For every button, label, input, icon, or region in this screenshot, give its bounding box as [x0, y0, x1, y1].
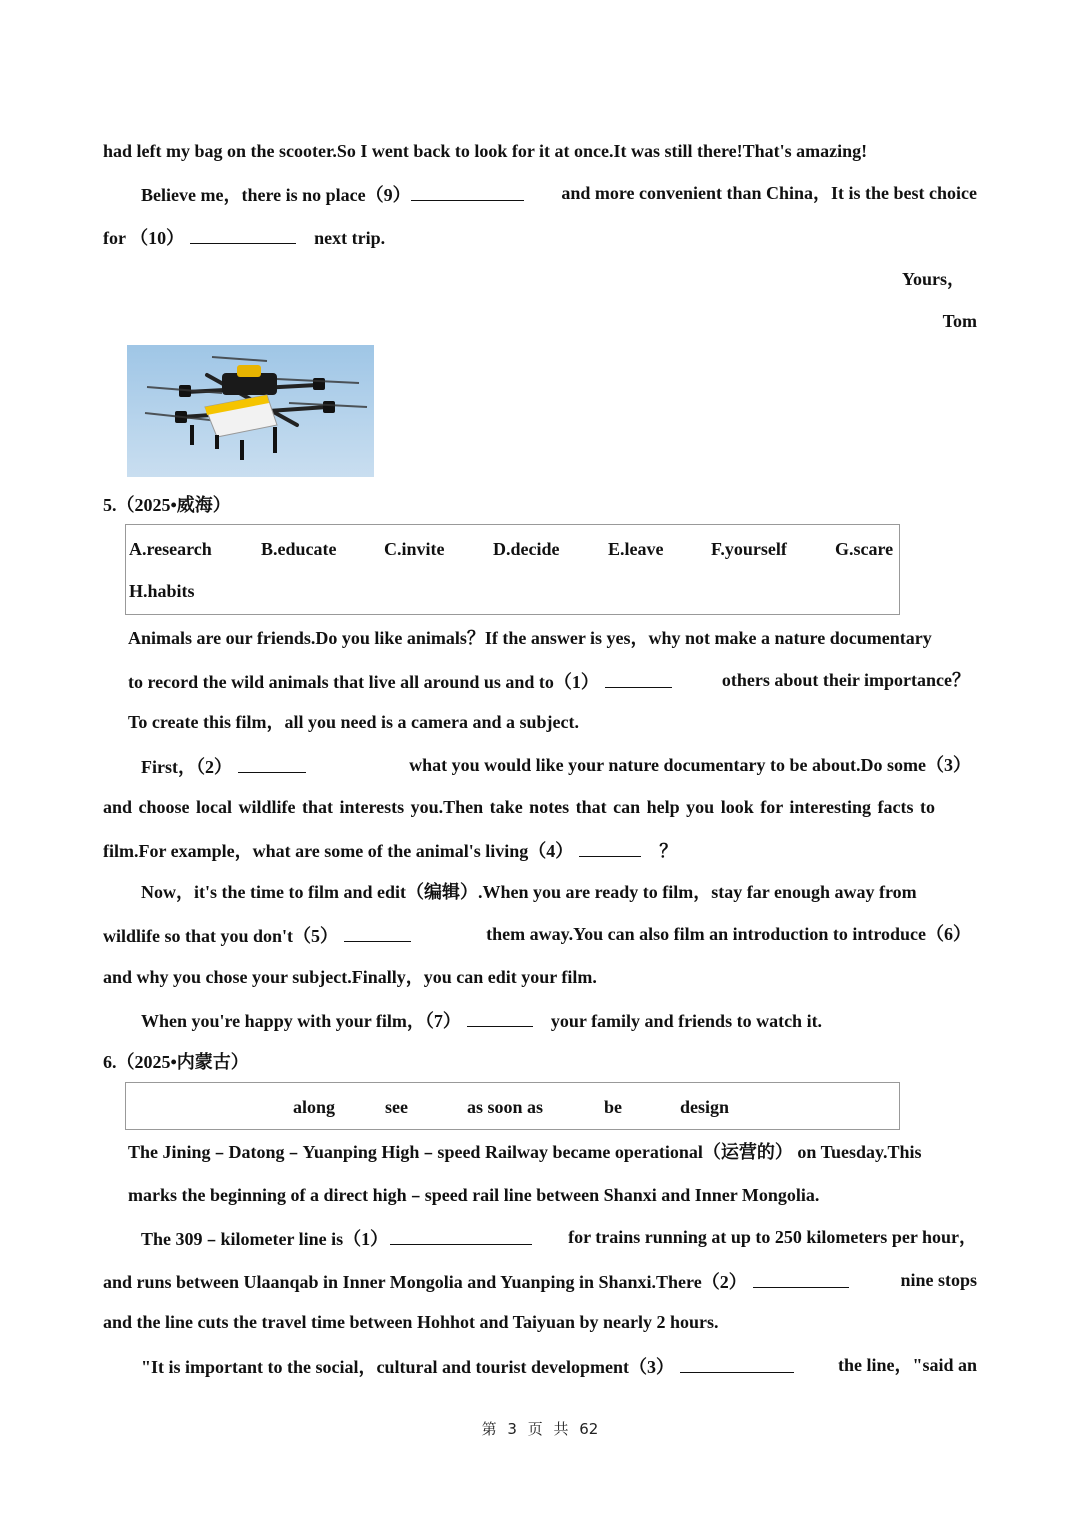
option-e: E.leave — [608, 539, 664, 559]
text: what you would like your nature documentary to be about.Do some（3） — [409, 755, 971, 775]
option-as-soon-as: as soon as — [467, 1097, 544, 1117]
option-h: H.habits — [129, 581, 195, 601]
option-b: B.educate — [261, 539, 337, 559]
word-bank-6 — [125, 1082, 900, 1130]
q6-line: The Jining﹣Datong﹣Yuanping High﹣speed Railway became operational（运营的） on Tuesday.This — [128, 1142, 922, 1162]
question-6-heading: 6.（2025•内蒙古） — [103, 1052, 249, 1072]
q5-line — [103, 923, 971, 947]
answer-blank-q6-3[interactable] — [680, 1354, 794, 1373]
letter-closing: Yours， — [901, 269, 965, 289]
q5-line: Animals are our friends.Do you like animals？If the answer is yes，why not make a nature documentary — [128, 628, 932, 648]
q6-line: marks the beginning of a direct high﹣speed rail line between Shanxi and Inner Mongolia. — [128, 1185, 820, 1205]
answer-blank-4[interactable] — [579, 838, 641, 857]
text: and more convenient than China，It is the best choice — [561, 183, 977, 203]
text: the line，"said an — [837, 1355, 977, 1375]
answer-blank-10[interactable] — [190, 225, 296, 244]
letter-line: for （10） next trip. — [103, 225, 385, 249]
option-g: G.scare — [835, 539, 894, 559]
text: to record the wild animals that live all around us and to（1） — [128, 669, 690, 693]
answer-blank-q6-1[interactable] — [390, 1226, 532, 1245]
drone-image — [127, 345, 374, 477]
q5-line: To create this film，all you need is a camera and a subject. — [128, 712, 579, 732]
text: nine stops — [900, 1270, 977, 1290]
answer-blank-2[interactable] — [238, 754, 306, 773]
answer-blank-5[interactable] — [344, 923, 411, 942]
option-c: C.invite — [384, 539, 445, 559]
text: others about their importance？ — [721, 670, 970, 690]
option-be: be — [604, 1097, 622, 1117]
text: for trains running at up to 250 kilometers per hour， — [568, 1227, 977, 1247]
text: them away.You can also film an introduction to introduce（6） — [486, 924, 971, 944]
q5-line: When you're happy with your film，（7） your family and friends to watch it. — [141, 1008, 822, 1032]
option-d: D.decide — [493, 539, 560, 559]
q6-line: and the line cuts the travel time between Hohhot and Taiyuan by nearly 2 hours. — [103, 1312, 719, 1332]
answer-blank-q6-2[interactable] — [753, 1269, 849, 1288]
text: wildlife so that you don't（5） — [103, 923, 429, 947]
word-bank-5 — [125, 524, 900, 615]
option-a: A.research — [129, 539, 212, 559]
text: First，（2） — [141, 754, 324, 778]
letter-signature: Tom — [942, 311, 977, 331]
option-see: see — [385, 1097, 408, 1117]
text: "It is important to the social，cultural and tourist development（3） — [141, 1354, 812, 1378]
q6-line — [103, 1269, 977, 1293]
text: and runs between Ulaanqab in Inner Mongolia and Yuanping in Shanxi.There（2） — [103, 1269, 867, 1293]
letter-line: had left my bag on the scooter.So I went back to look for it at once.It was still there!That's amazing! — [103, 141, 868, 161]
letter-paragraph — [141, 182, 977, 206]
option-design: design — [680, 1097, 730, 1117]
q5-line: Now，it's the time to film and edit（编辑）.When you are ready to film，stay far enough away from — [141, 882, 917, 902]
q6-line — [141, 1226, 977, 1250]
question-5-heading: 5.（2025•威海） — [103, 495, 231, 515]
answer-blank-1[interactable] — [605, 669, 672, 688]
page-number: 第 3 页 共 62 — [481, 1420, 599, 1438]
q5-line: film.For example，what are some of the animal's living（4） ？ — [103, 838, 677, 862]
option-f: F.yourself — [711, 539, 787, 559]
answer-blank-7[interactable] — [467, 1008, 533, 1027]
q6-line — [141, 1354, 977, 1378]
q5-line — [141, 754, 971, 778]
option-along: along — [293, 1097, 336, 1117]
answer-blank-9[interactable] — [411, 182, 524, 201]
q5-line — [128, 669, 970, 693]
text: The 309﹣kilometer line is（1） — [141, 1226, 550, 1250]
q5-line: and why you chose your subject.Finally，you can edit your film. — [103, 967, 597, 987]
text: Believe me，there is no place（9） — [141, 182, 542, 206]
drone-illustration — [127, 345, 374, 477]
q5-line: and choose local wildlife that interests you.Then take notes that can help you look for interesting facts to — [103, 797, 936, 817]
